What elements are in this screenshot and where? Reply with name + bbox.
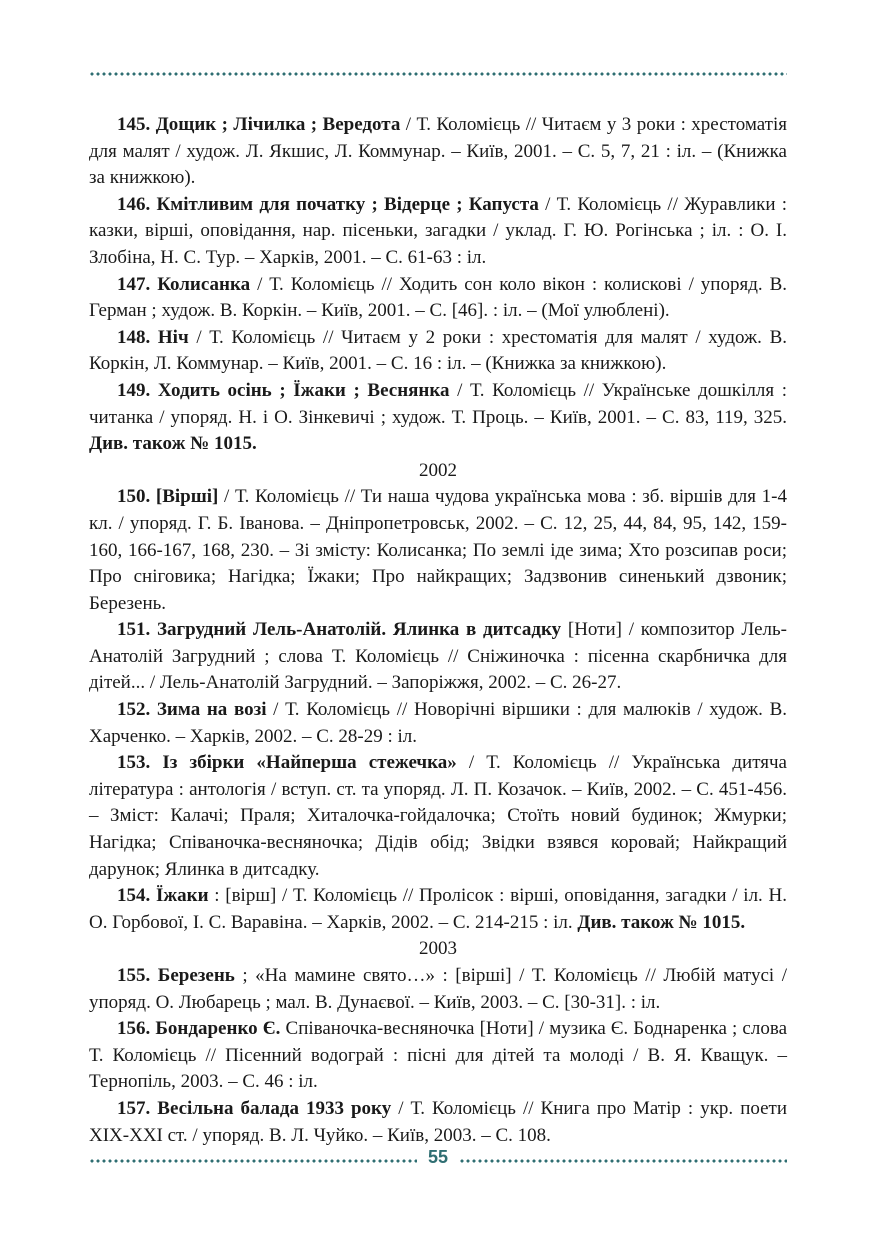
entry-number: 152. [117,699,151,721]
entry-title: Їжаки [155,885,209,907]
entry-title: Колисанка [157,273,251,295]
entry-description: [Ноти] / композитор Лель-Анатолій Загрудний ; слова Т. Коломієць // Сніжиночка : пісенна скарбничка для дітей... / Лель-Анатолій Загрудний. – Запоріжжя, 2002. – С. 26-27. [89,619,787,694]
bibliography-entry [89,1016,787,1096]
top-ornament-line [89,71,787,77]
entry-description: / Т. Коломієць // Читаєм у 2 роки : хрестоматія для малят / худож. В. Коркін, Л. Коммунар. – Київ, 2001. – С. 16 : іл. – (Книжка за книжкою). [89,326,787,375]
bibliography-entry [89,697,787,750]
entry-number: 156. [117,1018,151,1040]
entry-title: Зима на возі [156,699,267,721]
entry-title: [Вірші] [155,486,219,508]
entry-description: Співаночка-весняночка [Ноти] / музика Є. Боднаренка ; слова Т. Коломієць // Пісенний водограй : пісні для дітей та молоді / В. Я. Кващук. – Тернопіль, 2003. – С. 46 : іл. [89,1018,788,1093]
entry-number: 151. [117,619,151,641]
page-number: 55 [427,1147,449,1167]
entry-description: / Т. Коломієць // Ходить сон коло вікон : колискові / упоряд. В. Герман ; худож. В. Коркін. – Київ, 2001. – С. [46]. : іл. – (Мої улюблені). [89,273,787,322]
bibliography-entry [89,883,787,936]
entry-title: Кмітливим для початку ; Відерце ; Капуста [156,193,539,215]
entry-description: ; «На мамине свято…» : [вірші] / Т. Коломієць // Любій матусі / упоряд. О. Любарець ; мал. В. Дунаєвої. – Київ, 2003. – С. [30-31]. : іл. [89,965,788,1013]
entry-number: 145. [117,114,151,135]
entry-description: / Т. Коломієць // Книга про Матір : укр. поети XIX-XXI ст. / упоряд. В. Л. Чуйко. – Київ, 2003. – С. 108. [89,1097,788,1146]
entry-number: 148. [117,326,151,348]
entry-title: Із збірки «Найперша стежечка» [162,752,457,774]
entry-number: 153. [117,752,151,774]
bottom-ornament-line-right [459,1158,787,1164]
bibliography-entry [89,378,787,458]
entry-title: Дощик ; Лічилка ; Вередота [155,114,401,135]
bibliography-entry [89,617,787,697]
bibliography-entry [89,325,787,378]
entry-description: / Т. Коломієць // Українське дошкілля : читанка / упоряд. Н. і О. Зінкевичі ; худож. Т. Проць. – Київ, 2001. – С. 83, 119, 325. [89,379,788,428]
bibliography-entry [89,484,787,617]
year-heading: 2003 [419,938,457,960]
entry-number: 154. [117,885,151,907]
entry-title: Березень [157,965,235,986]
entry-description: / Т. Коломієць // Ти наша чудова українська мова : зб. віршів для 1-4 кл. / упоряд. Г. Б. Іванова. – Дніпропетровськ, 2002. – С. 12, 25, 44, 84, 95, 142, 159-160, 166-167, 168, 230. – Зі змісту: Колисанка; По землі іде зима; Хто розсипав роси; Про сніговика; Нагідка; Їжаки; Про найкращих; Задзвонив синенький дзвоник; Березень. [89,486,787,614]
entry-title: Бондаренко Є. [155,1018,281,1040]
bibliography-entry [89,192,787,272]
entry-number: 157. [117,1097,151,1119]
bibliography-entry [89,1096,787,1149]
bottom-ornament-line-left [89,1158,417,1164]
entry-title: Ходить осінь ; Їжаки ; Веснянка [157,379,450,401]
entry-number: 150. [117,486,151,508]
entry-title: Ніч [157,326,189,348]
entry-description: / Т. Коломієць // Українська дитяча література : антологія / вступ. ст. та упоряд. Л. П. Козачок. – Київ, 2002. – С. 451-456. – Зміст: Калачі; Праля; Хиталочка-гойдалочка; Стоїть новий будинок; Жмурки; Нагідка; Співаночка-весняночка; Дідів обід; Звідки взявся коровай; Найкращий дарунок; Ялинка в дитсадку. [89,752,787,880]
bibliography-entry [89,963,787,1016]
bibliography-content [89,112,787,1149]
entry-number: 149. [117,379,151,401]
entry-number: 155. [117,965,151,986]
entry-number: 147. [117,273,151,295]
bibliography-entry [89,272,787,325]
bibliography-entry [89,750,787,883]
bibliography-entry [89,112,787,192]
entry-description: / Т. Коломієць // Новорічні віршики : для малюків / худож. В. Харченко. – Харків, 2002. – С. 28-29 : іл. [89,699,787,747]
entry-description: : [вірш] / Т. Коломієць // Пролісок : вірші, оповідання, загадки / іл. Н. О. Горбової, І. С. Варавіна. – Харків, 2002. – С. 214-215 : іл. [89,885,787,933]
entry-number: 146. [117,193,151,215]
entry-see-also: Див. також № 1015. [89,433,257,455]
entry-description: / Т. Коломієць // Читаєм у 3 роки : хрестоматія для малят / худож. Л. Якшис, Л. Коммунар. – Київ, 2001. – С. 5, 7, 21 : іл. – (Книжка за книжкою). [89,114,787,189]
entry-title: Весільна балада 1933 року [157,1097,392,1119]
year-heading: 2002 [419,459,457,481]
entry-description: / Т. Коломієць // Журавлики : казки, вірші, оповідання, нар. пісеньки, загадки / уклад. Г. Ю. Рогінська ; іл. : О. І. Злобіна, Н. С. Тур. – Харків, 2001. – С. 61-63 : іл. [89,193,788,268]
entry-see-also: Див. також № 1015. [577,911,746,933]
entry-title: Загрудний Лель-Анатолій. Ялинка в дитсадку [157,619,562,641]
